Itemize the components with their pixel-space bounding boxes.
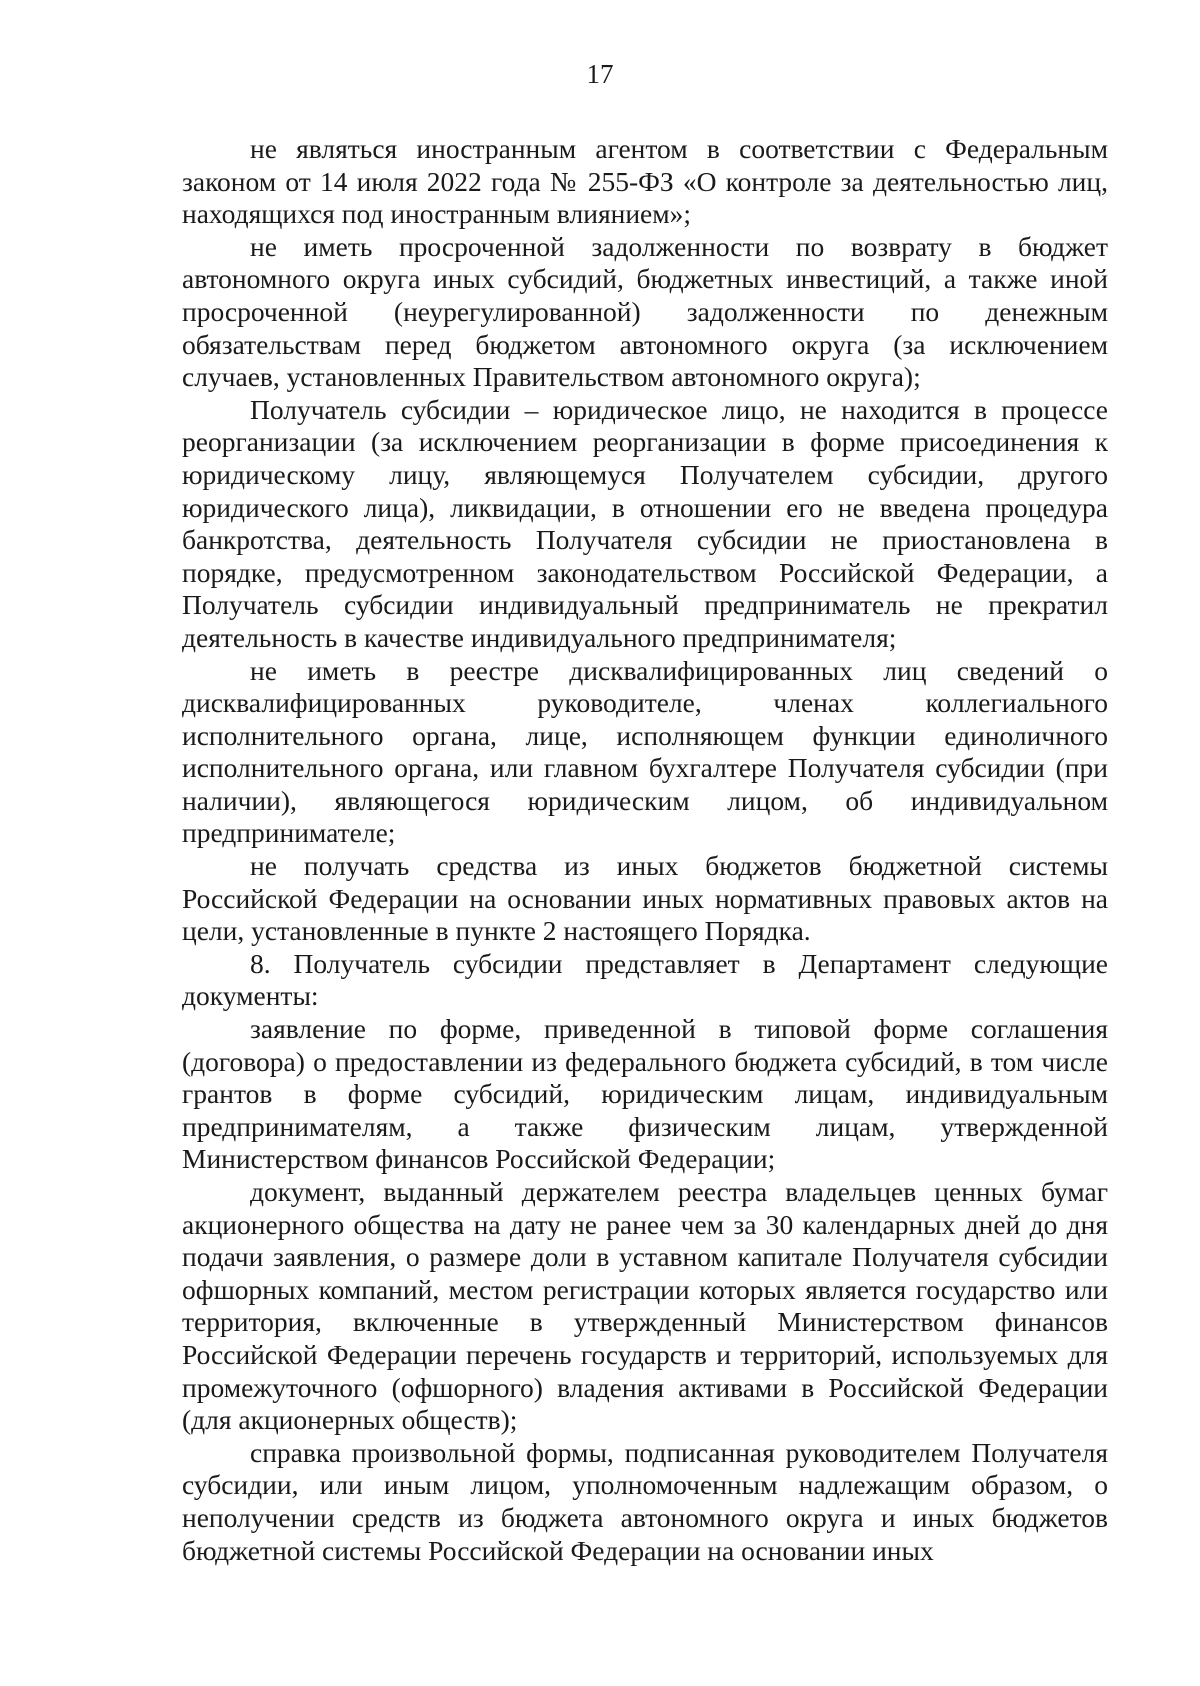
paragraph-shareholder-registry-document: документ, выданный держателем реестра владельцев ценных бумаг акционерного общества на дату не ранее чем за 30 календарных дней до дня подачи заявления, о размере доли в уставном капитале Получателя субсидии офшорных компаний, местом регистрации которых является государство или территория, включенные в утвержденный Министерством финансов Российской Федерации перечень государств и территорий, используемых для промежуточного (офшорного) владения активами в Российской Федерации (для акционерных обществ);: [182, 1176, 1108, 1436]
paragraph-no-overdue-debt: не иметь просроченной задолженности по возврату в бюджет автономного округа иных субсидий, бюджетных инвестиций, а также иной просроченной (неурегулированной) задолженности по денежным обязательствам перед бюджетом автономного округа (за исключением случаев, установленных Правительством автономного округа);: [182, 230, 1108, 393]
paragraph-free-form-certificate: справка произвольной формы, подписанная руководителем Получателя субсидии, или иным лицом, уполномоченным надлежащим образом, о неполучении средств из бюджета автономного округа и иных бюджетов бюджетной системы Российской Федерации на основании иных: [182, 1436, 1108, 1566]
paragraph-application-form: заявление по форме, приведенной в типовой форме соглашения (договора) о предоставлении из федерального бюджета субсидий, в том числе грантов в форме субсидий, юридическим лицам, индивидуальным предпринимателям, а также физическим лицам, утвержденной Министерством финансов Российской Федерации;: [182, 1013, 1108, 1175]
paragraph-no-reorganization: Получатель субсидии – юридическое лицо, не находится в процессе реорганизации (за исключением реорганизации в форме присоединения к юридическому лицу, являющемуся Получателем субсидии, другого юридического лица), ликвидации, в отношении его не введена процедура банкротства, деятельность Получателя субсидии не приостановлена в порядке, предусмотренном законодательством Российской Федерации, а Получатель субсидии индивидуальный предприниматель не прекратил деятельность в качестве индивидуального предпринимателя;: [182, 393, 1108, 653]
page-number: 17: [586, 59, 614, 89]
paragraph-no-disqualified-persons: не иметь в реестре дисквалифицированных лиц сведений о дисквалифицированных руководителе, членах коллегиального исполнительного органа, лице, исполняющем функции единоличного исполнительного органа, или главном бухгалтере Получателя субсидии (при наличии), являющегося юридическим лицом, об индивидуальном предпринимателе;: [182, 654, 1108, 849]
paragraph-foreign-agent: не являться иностранным агентом в соответствии с Федеральным законом от 14 июля 2022 года № 255-ФЗ «О контроле за деятельностью лиц, находящихся под иностранным влиянием»;: [182, 133, 1108, 230]
document-body: [182, 133, 1108, 1567]
paragraph-no-other-budget-funds: не получать средства из иных бюджетов бюджетной системы Российской Федерации на основании иных нормативных правовых актов на цели, установленные в пункте 2 настоящего Порядка.: [182, 850, 1108, 947]
paragraph-section-8: 8. Получатель субсидии представляет в Департамент следующие документы:: [182, 947, 1108, 1012]
